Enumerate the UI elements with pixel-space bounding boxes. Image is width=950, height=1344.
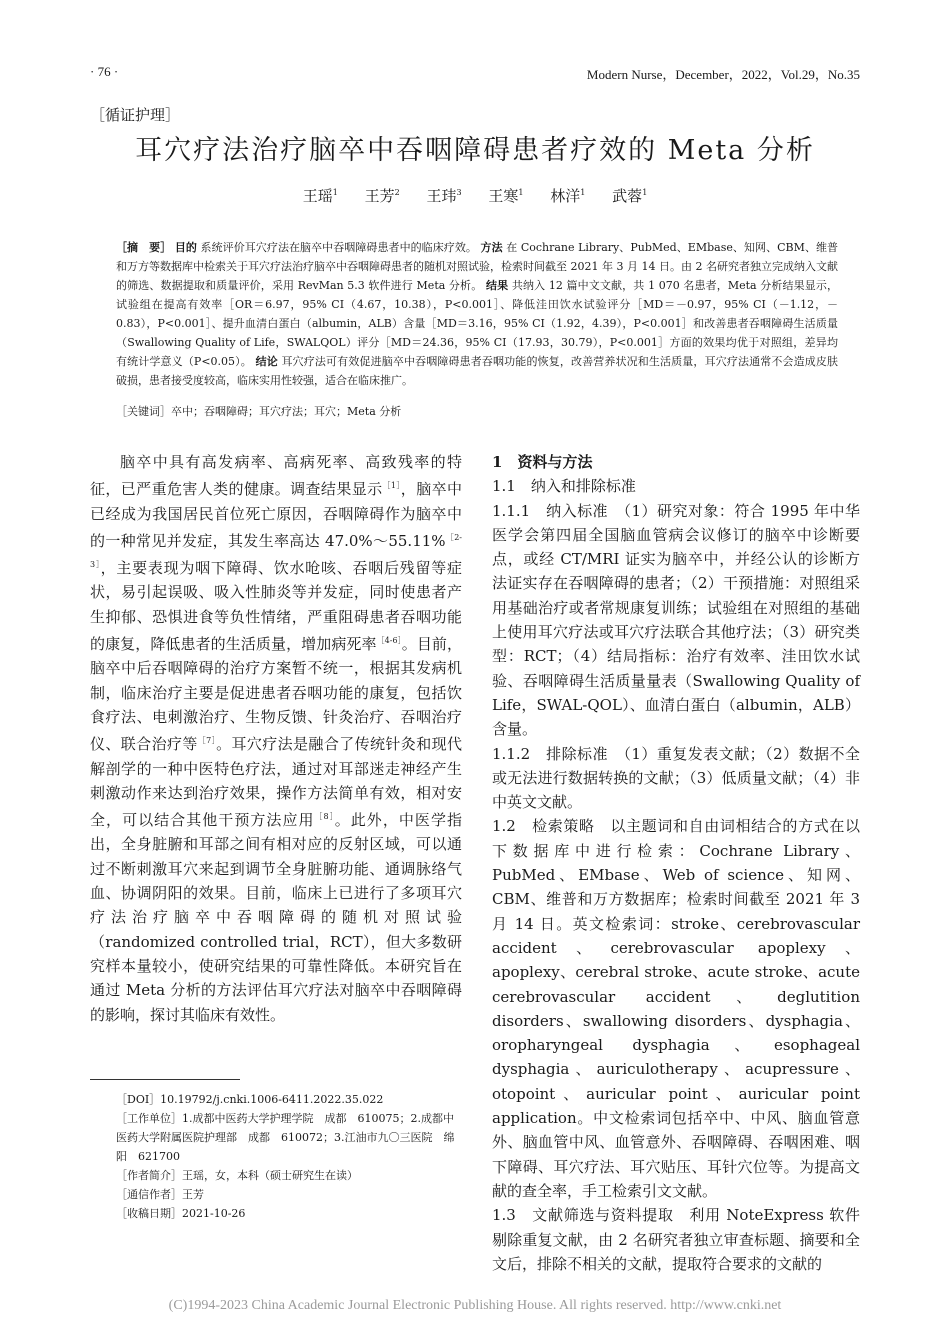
exclusion-criteria: （1）重复发表文献；（2）数据不全或无法进行数据转换的文献；（3）低质量文献；（4）非中英文文献。 xyxy=(492,744,860,812)
footnotes xyxy=(116,1090,461,1223)
citation: ［8］ xyxy=(314,812,335,822)
subsection-label: 1.1.2 排除标准 xyxy=(492,744,608,763)
keywords-text: 卒中；吞咽障碍；耳穴疗法；耳穴；Meta 分析 xyxy=(171,405,402,418)
objective-text: 系统评价耳穴疗法在脑卒中吞咽障碍患者中的临床疗效。 xyxy=(200,241,477,254)
subsection-label: 1.3 文献筛选与资料提取 xyxy=(492,1206,674,1225)
author: 王瑶$^1$ xyxy=(302,187,338,205)
footnote-divider xyxy=(90,1079,240,1080)
objective-label: 目的 xyxy=(174,241,197,254)
work-unit: ［工作单位］1.成都中医药大学护理学院 成都 610075；2.成都中医药大学附属医院护理部 成都 610072；3.江油市九〇三医院 绵阳 621700 xyxy=(116,1112,455,1163)
citation: ［4-6］ xyxy=(376,636,402,646)
citation: ［2-3］ xyxy=(90,532,462,570)
keywords-label: ［关键词］ xyxy=(116,405,171,418)
author: 林洋$^1$ xyxy=(550,187,586,205)
results-label: 结果 xyxy=(485,279,509,292)
citation: ［7］ xyxy=(197,736,217,746)
received-date: ［收稿日期］2021-10-26 xyxy=(116,1207,246,1220)
author-info: ［作者简介］王瑶，女，本科（硕士研究生在读） xyxy=(116,1169,358,1182)
paper-title: 耳穴疗法治疗脑卒中吞咽障碍患者疗效的 Meta 分析 xyxy=(135,135,815,166)
screening-text: 利用 NoteExpress 软件剔除重复文献，由 2 名研究者独立审查标题、摘要和全文后，排除不相关的文献，提取符合要求的文献的 xyxy=(492,1206,860,1273)
author: 武蓉$^1$ xyxy=(612,187,648,205)
subsection-heading: 1.1 纳入和排除标准 xyxy=(492,477,636,496)
section-heading: 1 资料与方法 xyxy=(492,453,593,471)
search-strategy: 以主题词和自由词相结合的方式在以下数据库中进行检索：Cochrane Library、PubMed、EMbase、Web of science、知网、CBM、维普和万方数据库；检索时间截至 2021 年 3 月 14 日。英文检索词：stroke、cerebrovascular accident、cerebrovascular apoplexy、apoplexy、cerebral stroke、acute stroke、acute cerebrovascular accident、deglutition disorders、swallowing disorders、dysphagia、oropharyngeal dysphagia、esophageal dysphagia、auriculotherapy、acupressure、otopoint、auricular point、auricular point application。中文检索词包括卒中、中风、脑血管意外、脑血管中风、血管意外、吞咽障碍、吞咽困难、咽下障碍、耳穴疗法、耳穴贴压、耳针穴位等。为提高文献的查全率，手工检索引文文献。 xyxy=(492,817,860,1200)
corresponding-author: ［通信作者］王芳 xyxy=(116,1188,204,1201)
methods-label: 方法 xyxy=(480,241,503,254)
methods-section xyxy=(492,450,860,1276)
results-text: 共纳入 12 篇中文文献，共 1 070 名患者，Meta 分析结果显示，试验组在提高有效率［OR＝6.97，95% CI（4.67，10.38），P<0.001］、降低洼田饮水试验评分［MD＝－0.97，95% CI（－1.12，－0.83），P<0.001］、提升血清白蛋白（albumin，ALB）含量［MD＝3.16，95% CI（1.92，4.39），P<0.001］和改善患者吞咽障碍生活质量（Swallowing Quality of Life，SWALQOL）评分［MD＝24.36，95% CI（17.93，30.79），P<0.001］方面的效果均优于对照组，差异均有统计学意义（P<0.05）。 xyxy=(116,279,839,368)
journal-running-header: Modern Nurse，December，2022，Vol.29，No.35 xyxy=(586,67,860,82)
subsection-label: 1.1.1 纳入标准 xyxy=(492,501,609,520)
abstract xyxy=(116,238,838,390)
abstract-label: ［摘 要］ xyxy=(116,241,172,254)
doi: ［DOI］10.19792/j.cnki.1006-6411.2022.35.022 xyxy=(116,1093,384,1106)
author-list xyxy=(0,185,950,206)
subsection-label: 1.2 检索策略 xyxy=(492,817,595,836)
conclusion-text: 耳穴疗法可有效促进脑卒中吞咽障碍患者吞咽功能的恢复，改善营养状况和生活质量，耳穴疗法通常不会造成皮肤破损，患者接受度较高，临床实用性较强，适合在临床推广。 xyxy=(116,355,839,387)
author: 王芳$^2$ xyxy=(364,187,400,205)
introduction: 脑卒中具有高发病率、高病死率、高致残率的特征，已严重危害人类的健康。调查结果显示$^{[1]}$，脑卒中已经成为我国居民首位死亡原因，吞咽障碍作为脑卒中的一种常见并发症，其发生率高达 47.0%～55.11%$^{[2-3]}$，主要表现为咽下障碍、饮水呛咳、吞咽后残留等症状，易引起误吸、吸入性肺炎等并发症，同时使患者产生抑郁、恐惧进食等负性情绪，严重阻碍患者吞咽功能的康复，降低患者的生活质量，增加病死率$^{[4-6]}$。目前，脑卒中后吞咽障碍的治疗方案暂不统一，根据其发病机制，临床治疗主要是促进患者吞咽功能的康复，包括饮食疗法、电刺激治疗、生物反馈、针灸治疗、吞咽治疗仪、联合治疗等$^{[7]}$。耳穴疗法是融合了传统针灸和现代解剖学的一种中医特色疗法，通过对耳部迷走神经产生刺激动作来达到治疗效果，操作方法简单有效，相对安全，可以结合其他干预方法应用$^{[8]}$。此外，中医学指出，全身脏腑和耳部之间有相对应的反射区域，可以通过不断刺激耳穴来起到调节全身脏腑功能、通调脉络气血、协调阴阳的效果。目前，临床上已进行了多项耳穴疗法治疗脑卒中吞咽障碍的随机对照试验（randomized controlled trial，RCT），但大多数研究样本量较小，使研究结果的可靠性降低。本研究旨在通过 Meta 分析的方法评估耳穴疗法对脑卒中吞咽障碍的影响，探讨其临床有效性。 xyxy=(90,453,462,1024)
author: 王玮$^3$ xyxy=(426,187,462,205)
inclusion-criteria: （1）研究对象：符合 1995 年中华医学会第四届全国脑血管病会议修订的脑卒中诊断要点，或经 CT/MRI 证实为脑卒中，并经公认的诊断方法证实存在吞咽障碍的患者；（2）干预措施：对照组采用基础治疗或者常规康复训练；试验组在对照组的基础上使用耳穴疗法或耳穴疗法联合其他疗法；（3）研究类型：RCT；（4）结局指标：治疗有效率、洼田饮水试验、吞咽障碍生活质量量表（Swallowing Quality of Life，SWAL-QOL）、血清白蛋白（albumin，ALB）含量。 xyxy=(492,501,860,739)
page-number: · 76 · xyxy=(90,64,119,79)
citation: ［1］ xyxy=(382,481,401,491)
keywords xyxy=(116,403,838,419)
copyright-watermark: (C)1994-2023 China Academic Journal Electronic Publishing House. All rights reserved. http://www.cnki.net xyxy=(168,1298,782,1313)
author: 王寒$^1$ xyxy=(488,187,524,205)
methods-text: 在 Cochrane Library、PubMed、EMbase、知网、CBM、维普和万方等数据库中检索关于耳穴疗法治疗脑卒中吞咽障碍患者的随机对照试验，检索时间截至 2021 年 3 月 14 日。由 2 名研究者独立完成纳入文献的筛选、数据提取和质量评价，采用 RevMan 5.3 软件进行 Meta 分析。 xyxy=(116,241,839,292)
conclusion-label: 结论 xyxy=(255,355,278,368)
column-tag: ［循证护理］ xyxy=(90,106,181,124)
